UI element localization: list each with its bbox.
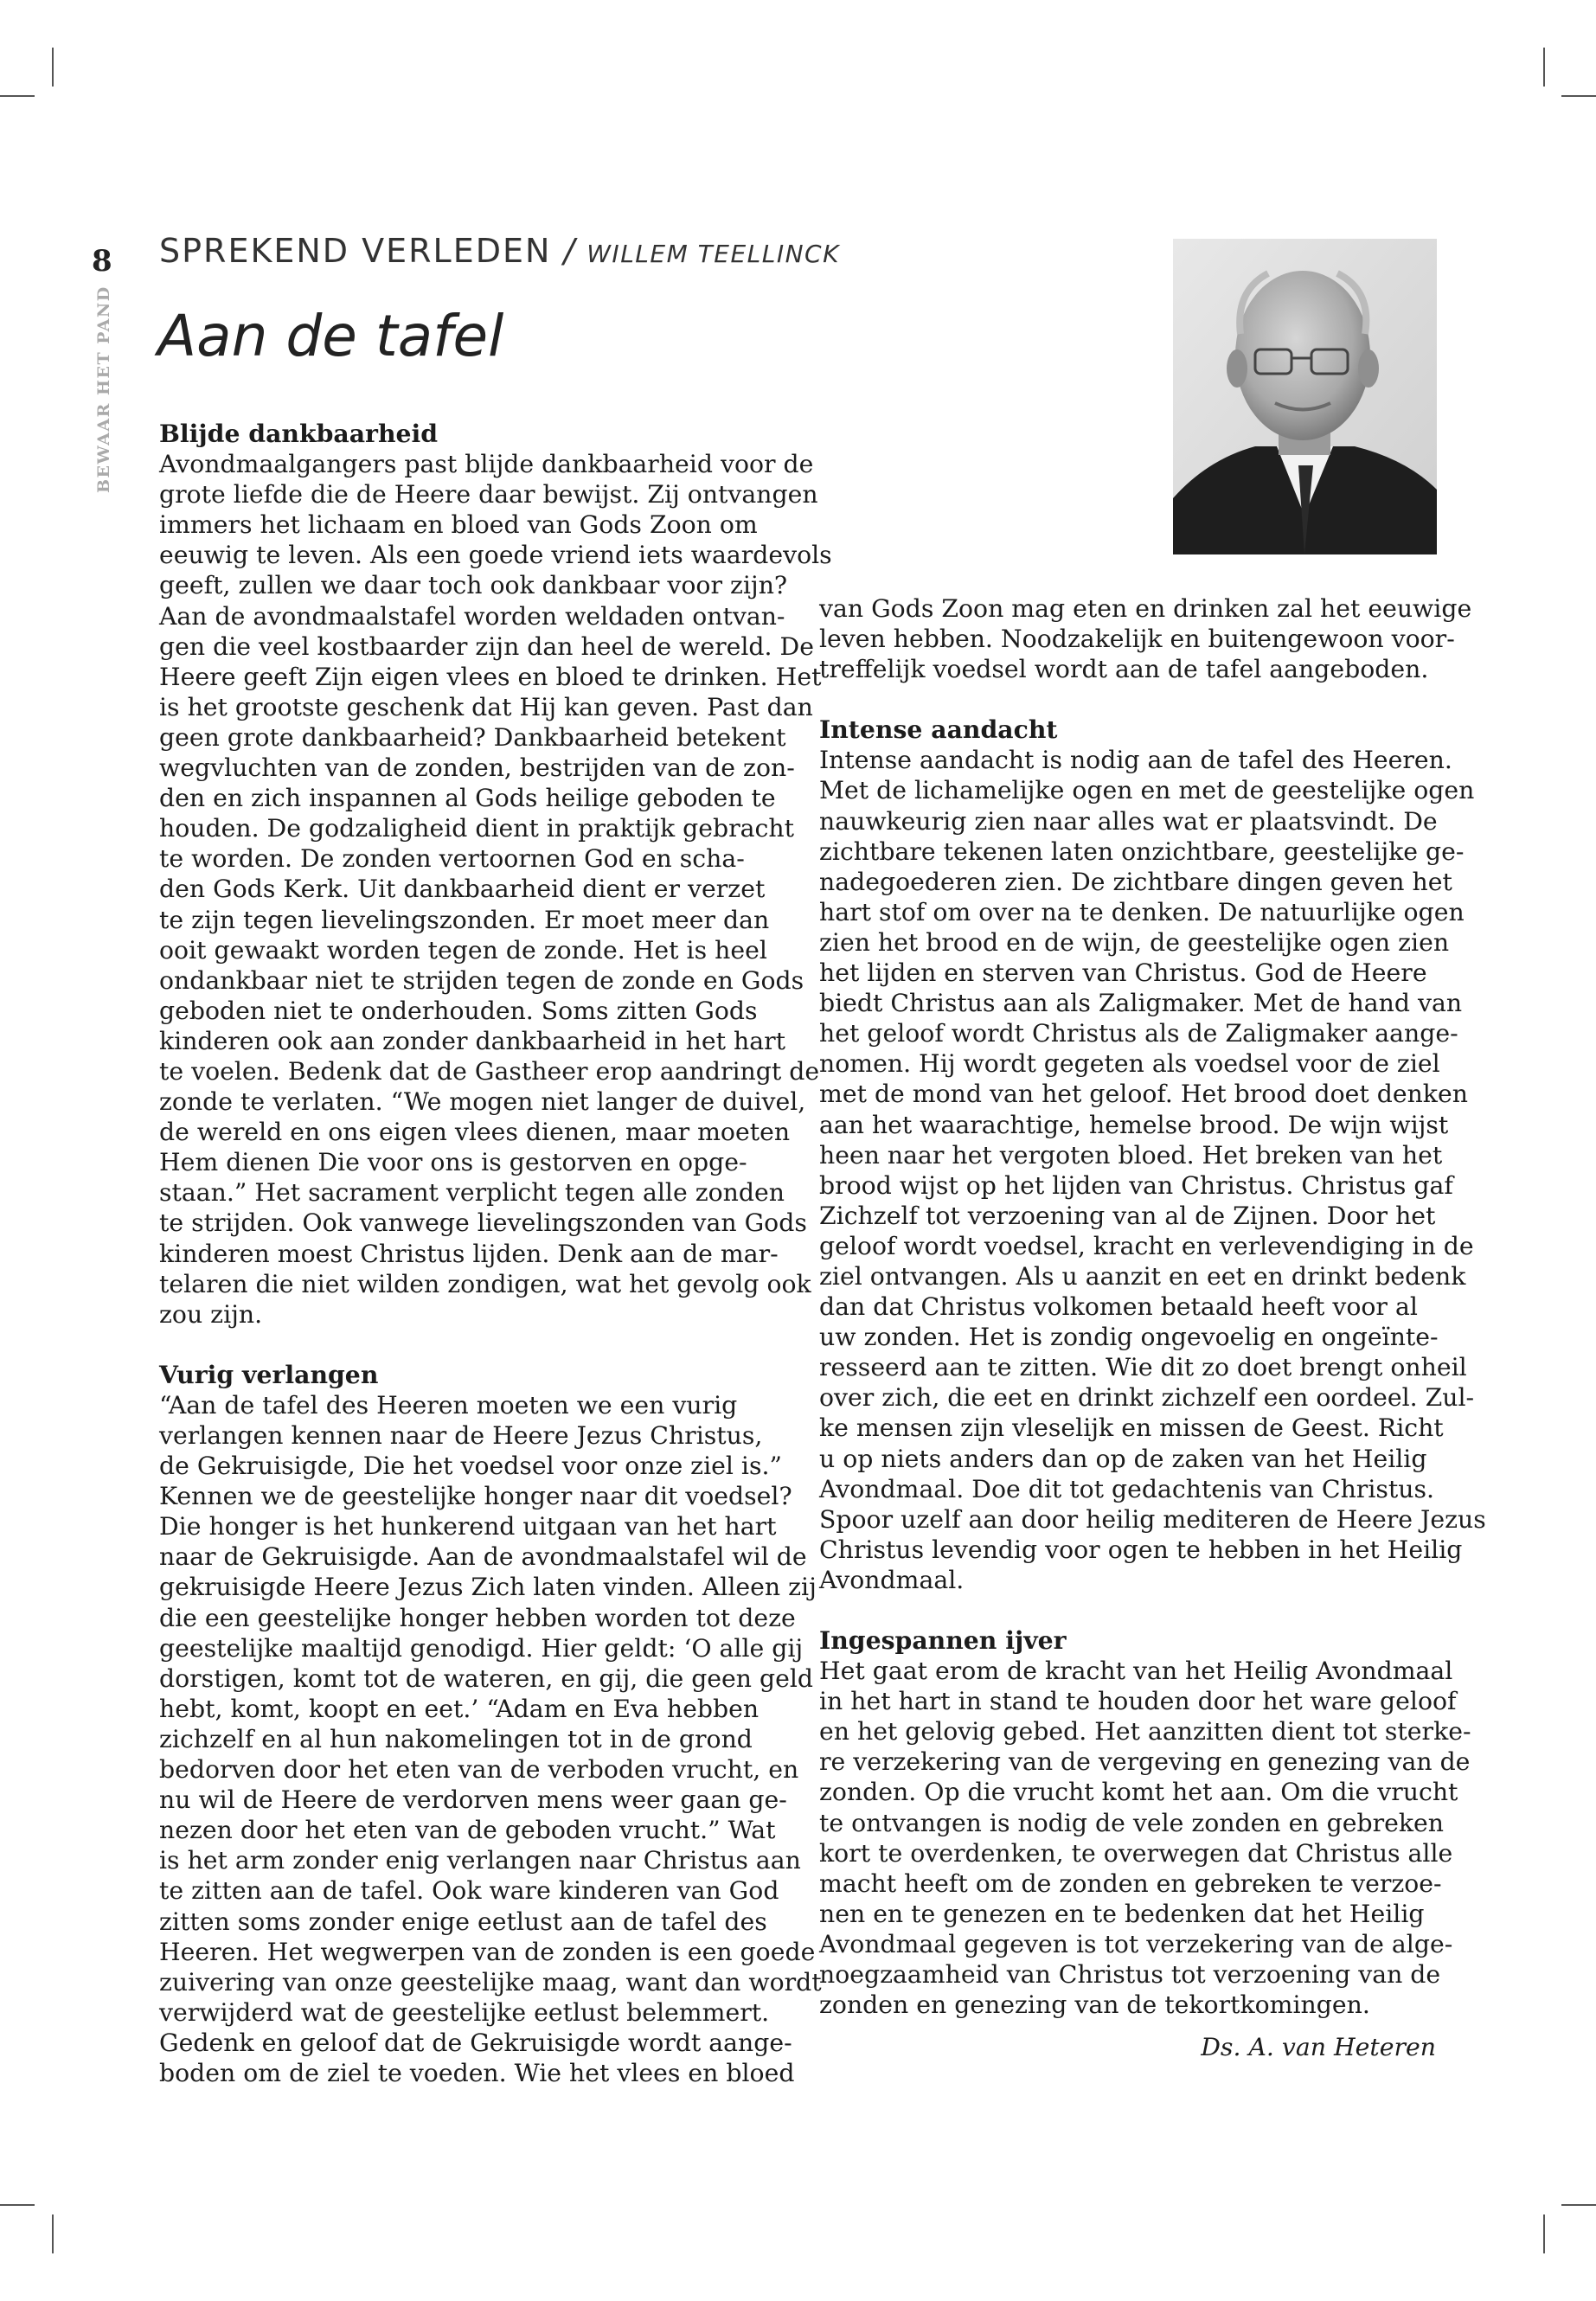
section-heading: Blijde dankbaarheid <box>159 419 439 448</box>
text-line: macht heeft om de zonden en gebreken te verzoe- <box>819 1868 1442 1898</box>
paragraph-gap <box>819 1595 1440 1625</box>
text-line: te zitten aan de tafel. Ook ware kinderen van God <box>159 1876 779 1906</box>
text-line: de wereld en ons eigen vlees dienen, maar moeten <box>159 1118 791 1147</box>
text-line: kort te overdenken, te overwegen dat Christus alle <box>819 1838 1453 1868</box>
text-line: brood wijst op het lijden van Christus. Christus gaf <box>819 1170 1453 1200</box>
text-line: Avondmaal gegeven is tot verzekering van de alge- <box>819 1929 1453 1958</box>
text-line: leven hebben. Noodzakelijk en buitengewoon voor- <box>819 625 1455 654</box>
section-name: SPREKEND VERLEDEN <box>159 232 552 270</box>
text-line: Zichzelf tot verzoening van al de Zijnen. Door het <box>819 1201 1436 1230</box>
text-line: grote liefde die de Heere daar bewijst. Zij ontvangen <box>159 480 818 510</box>
text-line: zichzelf en al hun nakomelingen tot in de grond <box>159 1724 753 1753</box>
paragraph-gap <box>819 684 1440 715</box>
text-line: nen en te genezen en te bedenken dat het Heilig <box>819 1899 1425 1928</box>
text-line: verwijderd wat de geestelijke eetlust belemmert. <box>159 1997 770 2027</box>
header-separator: / <box>563 232 575 270</box>
section-heading: Intense aandacht <box>819 715 1058 745</box>
text-line: heen naar het vergoten bloed. Het breken van het <box>819 1140 1443 1170</box>
signature: Ds. A. van Heteren <box>1201 2033 1436 2061</box>
text-line: resseerd aan te zitten. Wie dit zo doet brengt onheil <box>819 1353 1467 1382</box>
header-author: WILLEM TEELLINCK <box>586 240 840 268</box>
text-line: Het gaat erom de kracht van het Heilig Avondmaal <box>819 1657 1453 1686</box>
text-line: geboden niet te onderhouden. Soms zitten Gods <box>159 996 758 1025</box>
text-line: Met de lichamelijke ogen en met de geestelijke ogen <box>819 776 1475 805</box>
text-line: nu wil de Heere de verdorven mens weer gaan ge- <box>159 1785 787 1815</box>
crop-mark <box>1561 95 1596 97</box>
text-line: te worden. De zonden vertoornen God en scha- <box>159 844 745 874</box>
text-line: nomen. Hij wordt gegeten als voedsel voor de ziel <box>819 1049 1440 1079</box>
text-line: zien het brood en de wijn, de geestelijke ogen zien <box>819 927 1450 957</box>
text-line: te ontvangen is nodig de vele zonden en gebreken <box>819 1808 1444 1837</box>
text-line: zuivering van onze geestelijke maag, want dan wordt <box>159 1967 822 1997</box>
text-line: noegzaamheid van Christus tot verzoening van de <box>819 1960 1441 1990</box>
text-line: met de mond van het geloof. Het brood doet denken <box>819 1080 1468 1109</box>
text-line: zonde te verlaten. “We mogen niet langer de duivel, <box>159 1087 806 1117</box>
text-line: Gedenk en geloof dat de Gekruisigde wordt aange- <box>159 2028 792 2057</box>
text-line: gekruisigde Heere Jezus Zich laten vinden. Alleen zij <box>159 1573 817 1602</box>
page-number: 8 <box>92 244 112 279</box>
text-line: nezen door het eten van de geboden vrucht.” Wat <box>159 1816 776 1845</box>
article-header <box>159 232 840 270</box>
text-line: Avondmaal. <box>819 1565 965 1594</box>
paragraph-gap <box>159 1330 782 1360</box>
text-line: kinderen moest Christus lijden. Denk aan de mar- <box>159 1239 779 1268</box>
text-line: treffelijk voedsel wordt aan de tafel aangeboden. <box>819 655 1429 684</box>
column-left <box>159 419 832 2088</box>
text-line: ziel ontvangen. Als u aanzit en eet en drinkt bedenk <box>819 1261 1466 1291</box>
text-line: Heeren. Het wegwerpen van de zonden is een goede <box>159 1937 816 1966</box>
section-heading: Ingespannen ijver <box>819 1625 1067 1655</box>
text-line: naar de Gekruisigde. Aan de avondmaalstafel wil de <box>159 1542 807 1572</box>
text-line: staan.” Het sacrament verplicht tegen alle zonden <box>159 1178 785 1208</box>
text-line: biedt Christus aan als Zaligmaker. Met de hand van <box>819 989 1463 1018</box>
text-line: het geloof wordt Christus als de Zaligmaker aange- <box>819 1019 1458 1048</box>
text-line: over zich, die eet en drinkt zichzelf een oordeel. Zul- <box>819 1383 1475 1413</box>
text-line: is het grootste geschenk dat Hij kan geven. Past dan <box>159 692 813 721</box>
text-line: Spoor uzelf aan door heilig mediteren de Heere Jezus <box>819 1504 1486 1534</box>
text-line: Heere geeft Zijn eigen vlees en bloed te drinken. Het <box>159 662 822 691</box>
text-line: Avondmaalgangers past blijde dankbaarheid voor de <box>159 450 814 479</box>
text-line: die een geestelijke honger hebben worden tot deze <box>159 1603 796 1632</box>
text-line: en het gelovig gebed. Het aanzitten dient tot sterke- <box>819 1717 1471 1747</box>
crop-mark <box>1561 2204 1596 2206</box>
text-line: zichtbare tekenen laten onzichtbare, geestelijke ge- <box>819 836 1465 866</box>
text-line: nauwkeurig zien naar alles wat er plaatsvindt. De <box>819 806 1438 836</box>
text-line: gen die veel kostbaarder zijn dan heel de wereld. De <box>159 631 814 661</box>
text-line: wegvluchten van de zonden, bestrijden van de zon- <box>159 753 795 783</box>
text-line: de Gekruisigde, Die het voedsel voor onze ziel is.” <box>159 1452 782 1481</box>
text-line: Avondmaal. Doe dit tot gedachtenis van Christus. <box>819 1474 1435 1503</box>
side-label: BEWAAR HET PAND <box>94 285 113 493</box>
crop-mark <box>1543 48 1545 87</box>
text-line: kinderen ook aan zonder dankbaarheid in het hart <box>159 1026 785 1055</box>
portrait-image <box>1173 239 1437 554</box>
text-line: aan het waarachtige, hemelse brood. De wijn wijst <box>819 1110 1449 1139</box>
text-line: zou zijn. <box>159 1299 263 1329</box>
text-line: u op niets anders dan op de zaken van het Heilig <box>819 1444 1427 1473</box>
page-title: Aan de tafel <box>157 303 504 369</box>
author-portrait <box>1173 239 1437 554</box>
text-line: zonden en genezing van de tekortkomingen. <box>819 1990 1370 2020</box>
text-line: bedorven door het eten van de verboden vrucht, en <box>159 1755 799 1785</box>
text-line: geloof wordt voedsel, kracht en verlevendiging in de <box>819 1231 1474 1260</box>
text-line: Aan de avondmaalstafel worden weldaden ontvan- <box>159 601 785 631</box>
text-line: immers het lichaam en bloed van Gods Zoon om <box>159 510 758 540</box>
text-line: in het hart in stand te houden door het ware geloof <box>819 1687 1457 1716</box>
text-line: zonden. Op die vrucht komt het aan. Om die vrucht <box>819 1778 1458 1807</box>
text-line: verlangen kennen naar de Heere Jezus Christus, <box>159 1421 763 1450</box>
crop-mark <box>1543 2214 1545 2253</box>
text-line: te strijden. Ook vanwege lievelingszonden van Gods <box>159 1208 807 1238</box>
crop-mark <box>0 2204 35 2206</box>
text-line: hebt, komt, koopt en eet.’ “Adam en Eva hebben <box>159 1694 760 1723</box>
text-line: geestelijke maaltijd genodigd. Hier geldt: ‘O alle gij <box>159 1633 804 1663</box>
text-line: ondankbaar niet te strijden tegen de zonde en Gods <box>159 965 804 995</box>
text-line: telaren die niet wilden zondigen, wat het gevolg ook <box>159 1269 811 1298</box>
text-line: nadegoederen zien. De zichtbare dingen geven het <box>819 867 1452 896</box>
crop-mark <box>0 95 35 97</box>
text-line: re verzekering van de vergeving en genezing van de <box>819 1747 1471 1777</box>
text-line: den Gods Kerk. Uit dankbaarheid dient er verzet <box>159 875 766 904</box>
text-line: het lijden en sterven van Christus. God de Heere <box>819 958 1427 988</box>
crop-mark <box>52 2214 54 2253</box>
section-heading: Vurig verlangen <box>159 1359 379 1389</box>
text-line: “Aan de tafel des Heeren moeten we een vurig <box>159 1390 738 1420</box>
text-line: te zijn tegen lievelingszonden. Er moet meer dan <box>159 905 770 934</box>
text-line: dorstigen, komt tot de wateren, en gij, die geen geld <box>159 1663 814 1693</box>
text-line: hart stof om over na te denken. De natuurlijke ogen <box>819 897 1465 926</box>
text-line: geeft, zullen we daar toch ook dankbaar voor zijn? <box>159 571 788 600</box>
text-line: Hem dienen Die voor ons is gestorven en opge- <box>159 1148 747 1177</box>
text-line: Christus levendig voor ogen te hebben in het Heilig <box>819 1535 1463 1564</box>
text-line: boden om de ziel te voeden. Wie het vlees en bloed <box>159 2058 795 2087</box>
crop-mark <box>52 48 54 87</box>
text-line: Intense aandacht is nodig aan de tafel des Heeren. <box>819 746 1452 775</box>
text-line: ooit gewaakt worden tegen de zonde. Het is heel <box>159 935 767 965</box>
text-line: zitten soms zonder enige eetlust aan de tafel des <box>159 1907 767 1936</box>
text-line: Kennen we de geestelijke honger naar dit voedsel? <box>159 1482 792 1511</box>
column-right <box>819 593 1486 2020</box>
text-line: dan dat Christus volkomen betaald heeft voor al <box>819 1292 1418 1322</box>
text-line: van Gods Zoon mag eten en drinken zal het eeuwige <box>819 594 1472 623</box>
text-line: houden. De godzaligheid dient in praktijk gebracht <box>159 814 794 843</box>
text-line: Die honger is het hunkerend uitgaan van het hart <box>159 1512 777 1541</box>
text-line: is het arm zonder enig verlangen naar Christus aan <box>159 1846 801 1875</box>
text-line: te voelen. Bedenk dat de Gastheer erop aandringt de <box>159 1056 820 1086</box>
text-line: eeuwig te leven. Als een goede vriend iets waardevols <box>159 541 832 570</box>
text-line: geen grote dankbaarheid? Dankbaarheid betekent <box>159 722 786 752</box>
text-line: uw zonden. Het is zondig ongevoelig en ongeïnte- <box>819 1323 1439 1352</box>
text-line: ke mensen zijn vleselijk en missen de Geest. Richt <box>819 1413 1444 1443</box>
text-line: den en zich inspannen al Gods heilige geboden te <box>159 784 776 813</box>
